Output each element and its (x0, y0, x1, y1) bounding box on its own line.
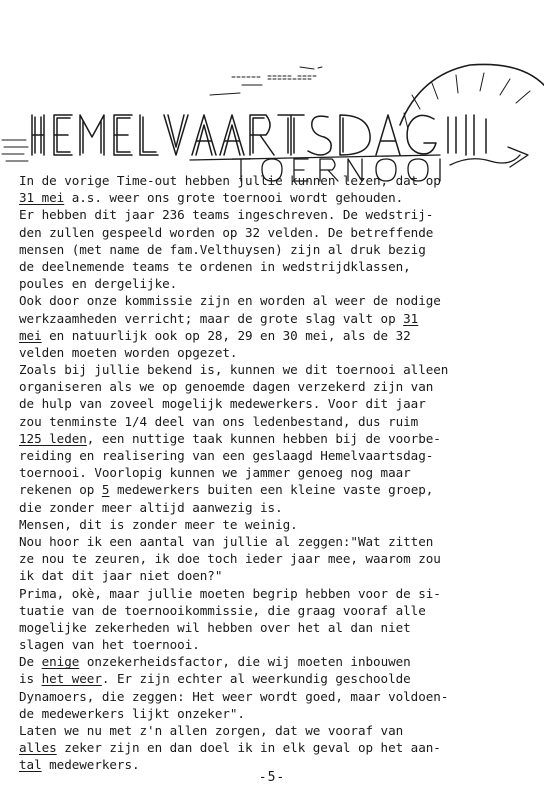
page-number: -5- (258, 770, 286, 785)
underlined-emphasis: tal (19, 757, 42, 773)
body-line: tuatie van de toernooikommissie, die graag vooraf alle (19, 602, 426, 618)
body-line: De enige onzekerheidsfactor, die wij moeten inbouwen (19, 654, 411, 670)
body-line: Prima, okè, maar jullie moeten begrip hebben voor de si- (19, 585, 441, 601)
body-line: reiding en realisering van een geslaagd Hemelvaartsdag- (19, 448, 434, 463)
underlined-emphasis: 125 leden (19, 430, 87, 446)
underlined-emphasis: het weer (41, 671, 102, 687)
body-line: ze nou te zeuren, ik doe toch ieder jaar mee, waarom zou (19, 551, 441, 567)
body-line: In de vorige Time-out hebben jullie kunnen lezen, dat op (19, 173, 441, 188)
body-line: die zonder meer altijd aanwezig is. (19, 499, 283, 515)
body-line: 125 leden, een nuttige taak kunnen hebben bij de voorbe- (19, 430, 441, 446)
body-line: Laten we nu met z'n allen zorgen, dat we vooraf van (19, 723, 404, 738)
body-line: mogelijke zekerheden wil hebben over het al dan niet (19, 619, 411, 635)
body-line: organiseren als we op genoemde dagen verzekerd zijn van (19, 379, 434, 395)
body-line: de hulp van zoveel mogelijk medewerkers. Voor dit jaar (19, 396, 426, 412)
body-line: zou tenminste 1/4 deel van ons ledenbestand, dus ruim (19, 413, 419, 429)
body-line: alles zeker zijn en dan doel ik in elk geval op het aan- (19, 740, 441, 756)
body-line: toernooi. Voorlopig kunnen we jammer genoeg nog maar (19, 465, 411, 481)
body-line: Dynamoers, die zeggen: Het weer wordt goed, maar voldoen- (19, 688, 449, 704)
body-line: Zoals bij jullie bekend is, kunnen we dit toernooi alleen (19, 362, 449, 378)
body-line: werkzaamheden verricht; maar de grote slag valt op 31 (19, 310, 419, 326)
body-line: slagen van het toernooi. (19, 637, 200, 653)
body-line: Mensen, dit is zonder meer te weinig. (19, 516, 298, 532)
underlined-emphasis: 31 (403, 310, 419, 326)
body-line: ik dat dit jaar niet doen?" (19, 568, 223, 584)
body-line: Nou hoor ik een aantal van jullie al zeggen:"Wat zitten (19, 533, 434, 549)
body-line: mensen (met name de fam.Velthuysen) zijn al druk bezig (19, 241, 426, 257)
body-line: mei en natuurlijk ook op 28, 29 en 30 mei, als de 32 (19, 327, 411, 343)
body-line: tal medewerkers. (19, 757, 140, 773)
underlined-emphasis: 31 mei (19, 190, 65, 206)
body-line: is het weer. Er zijn echter al weerkundig geschoolde (19, 671, 411, 687)
body-line: velden moeten worden opgezet. (19, 344, 238, 360)
underlined-emphasis: 5 (101, 482, 110, 498)
body-line: den zullen gespeeld worden op 32 velden. De betreffende (19, 224, 434, 240)
body-line: Er hebben dit jaar 236 teams ingeschreven. De wedstrij- (19, 207, 434, 223)
underlined-emphasis: mei (19, 327, 42, 343)
title-banner (0, 55, 544, 190)
body-line: poules en dergelijke. (19, 276, 178, 292)
body-line: de medewerkers lijkt onzeker". (19, 705, 245, 721)
body-line: rekenen op 5 medewerkers buiten een kleine vaste groep, (19, 482, 434, 498)
body-line: Ook door onze kommissie zijn en worden al weer de nodige (19, 293, 441, 309)
article-body (19, 172, 531, 774)
title-lettering-drawing (0, 55, 544, 190)
underlined-emphasis: alles (19, 740, 57, 756)
body-line: de deelnemende teams te ordenen in wedstrijdklassen, (19, 258, 411, 274)
body-line: 31 mei a.s. weer ons grote toernooi wordt gehouden. (19, 190, 404, 206)
underlined-emphasis: enige (41, 654, 80, 670)
